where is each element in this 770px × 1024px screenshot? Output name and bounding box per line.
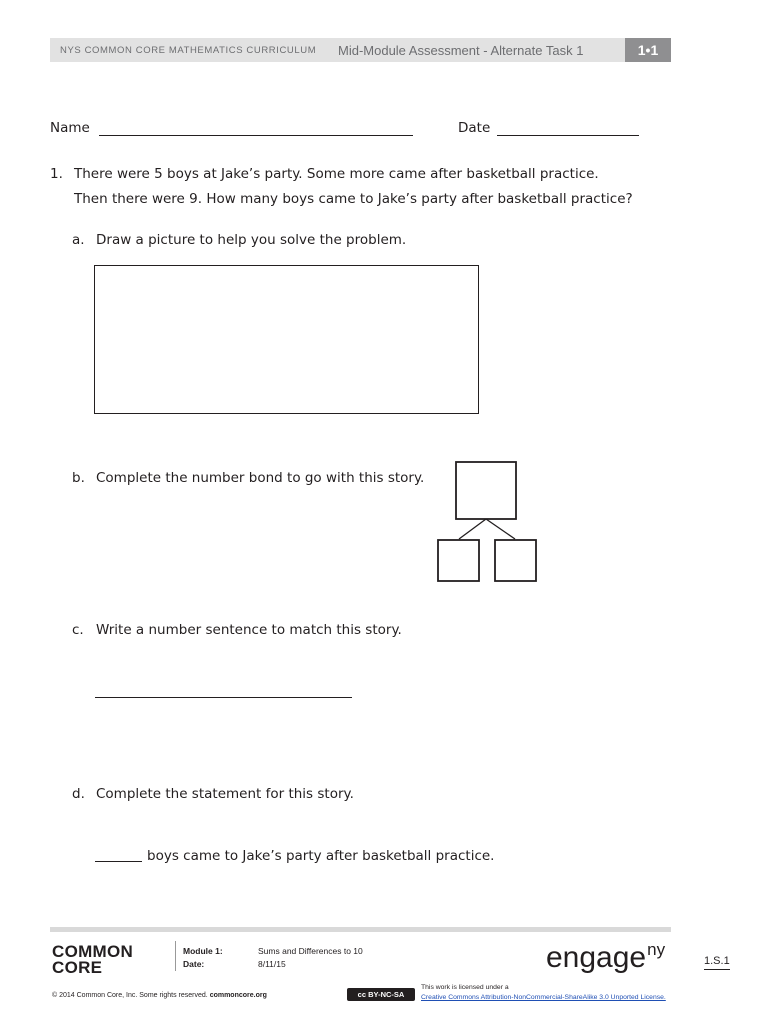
lesson-badge: 1•1 <box>625 38 671 62</box>
module-value: Sums and Differences to 10 <box>258 946 363 956</box>
part-c-letter: c. <box>72 622 84 638</box>
assessment-title: Mid-Module Assessment - Alternate Task 1 <box>338 43 584 58</box>
name-label: Name <box>50 120 90 136</box>
part-c-text: Write a number sentence to match this story. <box>96 622 402 638</box>
logo-line-2: CORE <box>52 958 103 977</box>
number-bond-part-box-left[interactable] <box>438 540 479 581</box>
logo-line-1: COMMON <box>52 942 134 961</box>
license-text: This work is licensed under a <box>421 984 509 991</box>
footer-date-value: 8/11/15 <box>258 959 286 969</box>
part-d-text: Complete the statement for this story. <box>96 786 354 802</box>
number-bond-diagram <box>430 455 550 590</box>
engage-text: engage <box>546 941 647 974</box>
part-b-letter: b. <box>72 470 85 486</box>
part-a-letter: a. <box>72 232 85 248</box>
footer-rule <box>50 927 671 932</box>
copyright-text: © 2014 Common Core, Inc. Some rights reserved. <box>52 992 208 999</box>
name-field[interactable] <box>99 135 413 136</box>
number-sentence-line[interactable] <box>95 697 352 698</box>
date-label: Date <box>458 120 491 136</box>
module-label: Module 1: <box>183 946 223 956</box>
number-bond-part-box-right[interactable] <box>495 540 536 581</box>
ny-text: ny <box>647 940 666 959</box>
part-b-text: Complete the number bond to go with this story. <box>96 470 425 486</box>
statement-blank[interactable] <box>95 861 142 862</box>
license-link-wrap <box>421 994 666 1001</box>
number-bond-whole-box[interactable] <box>456 462 516 519</box>
copyright-line <box>52 992 267 999</box>
curriculum-label: NYS COMMON CORE MATHEMATICS CURRICULUM <box>60 45 317 56</box>
page-id: 1.S.1 <box>704 955 730 970</box>
part-d-letter: d. <box>72 786 85 802</box>
date-field[interactable] <box>497 135 639 136</box>
license-link[interactable]: Creative Commons Attribution-NonCommercial-ShareAlike 3.0 Unported License. <box>421 994 666 1001</box>
common-core-logo <box>52 944 133 976</box>
cc-license-badge: cc BY-NC-SA <box>347 988 415 1001</box>
part-a-text: Draw a picture to help you solve the problem. <box>96 232 407 248</box>
problem-number: 1. <box>50 166 63 182</box>
drawing-box[interactable] <box>94 265 479 414</box>
site-link[interactable]: commoncore.org <box>209 992 267 999</box>
engageny-logo <box>546 940 665 975</box>
number-bond-left-link <box>459 519 486 539</box>
footer-date-label: Date: <box>183 959 205 969</box>
problem-line-1: There were 5 boys at Jake’s party. Some more came after basketball practice. <box>74 166 599 182</box>
footer-divider <box>175 941 176 971</box>
number-bond-right-link <box>486 519 515 539</box>
statement-text: boys came to Jake’s party after basketball practice. <box>147 848 495 864</box>
problem-line-2: Then there were 9. How many boys came to Jake’s party after basketball practice? <box>74 191 633 207</box>
